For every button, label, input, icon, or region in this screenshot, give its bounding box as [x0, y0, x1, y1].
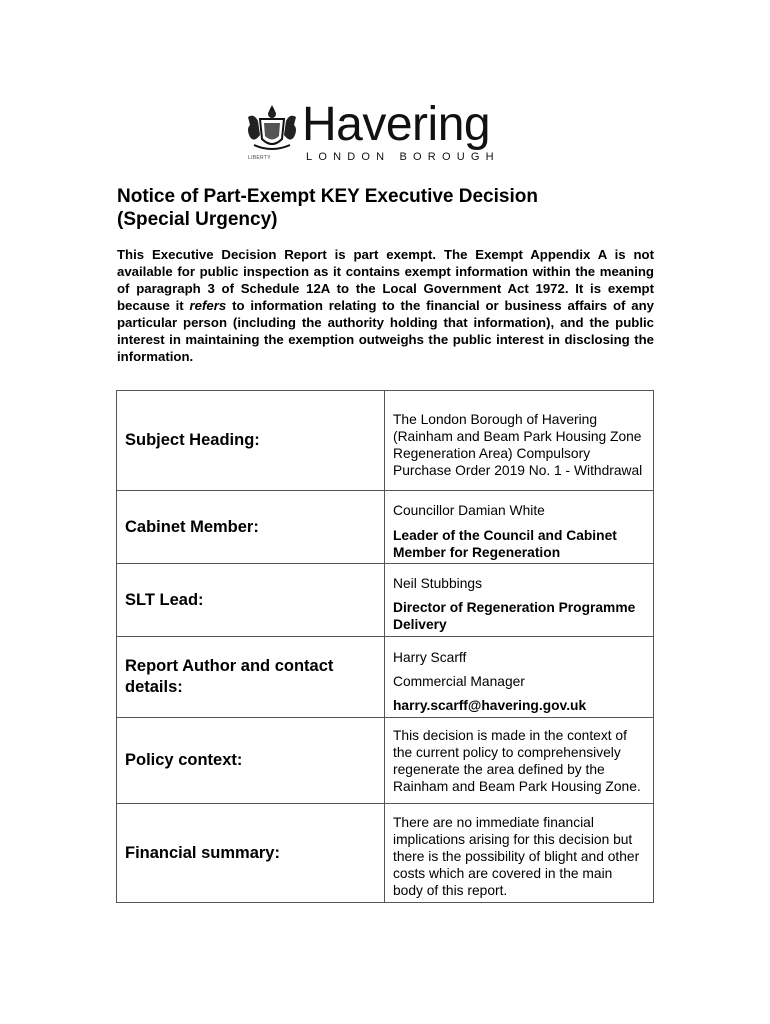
title-line-2: (Special Urgency)	[117, 209, 278, 230]
logo-wordmark: Havering	[302, 98, 491, 151]
slt-lead-name: Neil Stubbings	[393, 575, 482, 591]
slt-lead-label: SLT Lead:	[117, 564, 385, 637]
title-line-1: Notice of Part-Exempt KEY Executive Decision	[117, 186, 538, 207]
table-row-author	[117, 637, 654, 718]
page-title	[117, 185, 677, 231]
policy-context-label: Policy context:	[117, 718, 385, 804]
cabinet-member-name: Councillor Damian White	[393, 502, 545, 518]
cabinet-member-label: Cabinet Member:	[117, 491, 385, 564]
exemption-notice	[117, 246, 654, 365]
report-author-name: Harry Scarff	[393, 649, 467, 665]
intro-text-start: This Executive Decision Report is part exempt. The Exempt Appendix A is not available for public inspection as it contains exempt information within the meaning of paragraph 3 of Schedule 12A to the Local Government Act 1972. It is exempt because it	[117, 247, 654, 313]
table-row-subject	[117, 391, 654, 491]
borough-crest-icon	[244, 103, 300, 155]
subject-value	[385, 391, 654, 491]
table-row-policy	[117, 718, 654, 804]
financial-summary-label: Financial summary:	[117, 804, 385, 903]
report-author-value	[385, 637, 654, 718]
havering-logo	[244, 98, 534, 167]
report-author-email: harry.scarff@havering.gov.uk	[393, 697, 587, 713]
subject-label: Subject Heading:	[117, 391, 385, 491]
policy-context-text: This decision is made in the context of the current policy to comprehensively regenerate the area defined by the Rainham and Beam Park Housing Zone.	[393, 728, 641, 794]
report-author-role: Commercial Manager	[393, 673, 525, 689]
financial-summary-value	[385, 804, 654, 903]
intro-text-end: to information relating to the financial or business affairs of any particular person (including the authority holding that information), and the public interest in maintaining the exemption outweighs the public interest in disclosing the information.	[117, 298, 654, 364]
crest-motto: LIBERTY	[248, 155, 271, 161]
cabinet-member-value	[385, 491, 654, 564]
slt-lead-role: Director of Regeneration Programme Delivery	[393, 599, 636, 632]
policy-context-value	[385, 718, 654, 804]
decision-details-table	[116, 390, 654, 903]
logo-subtitle: LONDON BOROUGH	[306, 151, 500, 163]
table-row-cabinet	[117, 491, 654, 564]
subject-text: The London Borough of Havering (Rainham and Beam Park Housing Zone Regeneration Area) Compulsory Purchase Order 2019 No. 1 - Withdrawal	[393, 412, 643, 478]
table-row-slt	[117, 564, 654, 637]
report-author-label: Report Author and contact details:	[117, 637, 385, 718]
slt-lead-value	[385, 564, 654, 637]
cabinet-member-role: Leader of the Council and Cabinet Member for Regeneration	[393, 527, 617, 560]
intro-emphasis: refers	[189, 298, 227, 313]
table-row-financial	[117, 804, 654, 903]
financial-summary-text: There are no immediate financial implications arising for this decision but there is the possibility of blight and other costs which are covered in the main body of this report.	[393, 815, 640, 898]
